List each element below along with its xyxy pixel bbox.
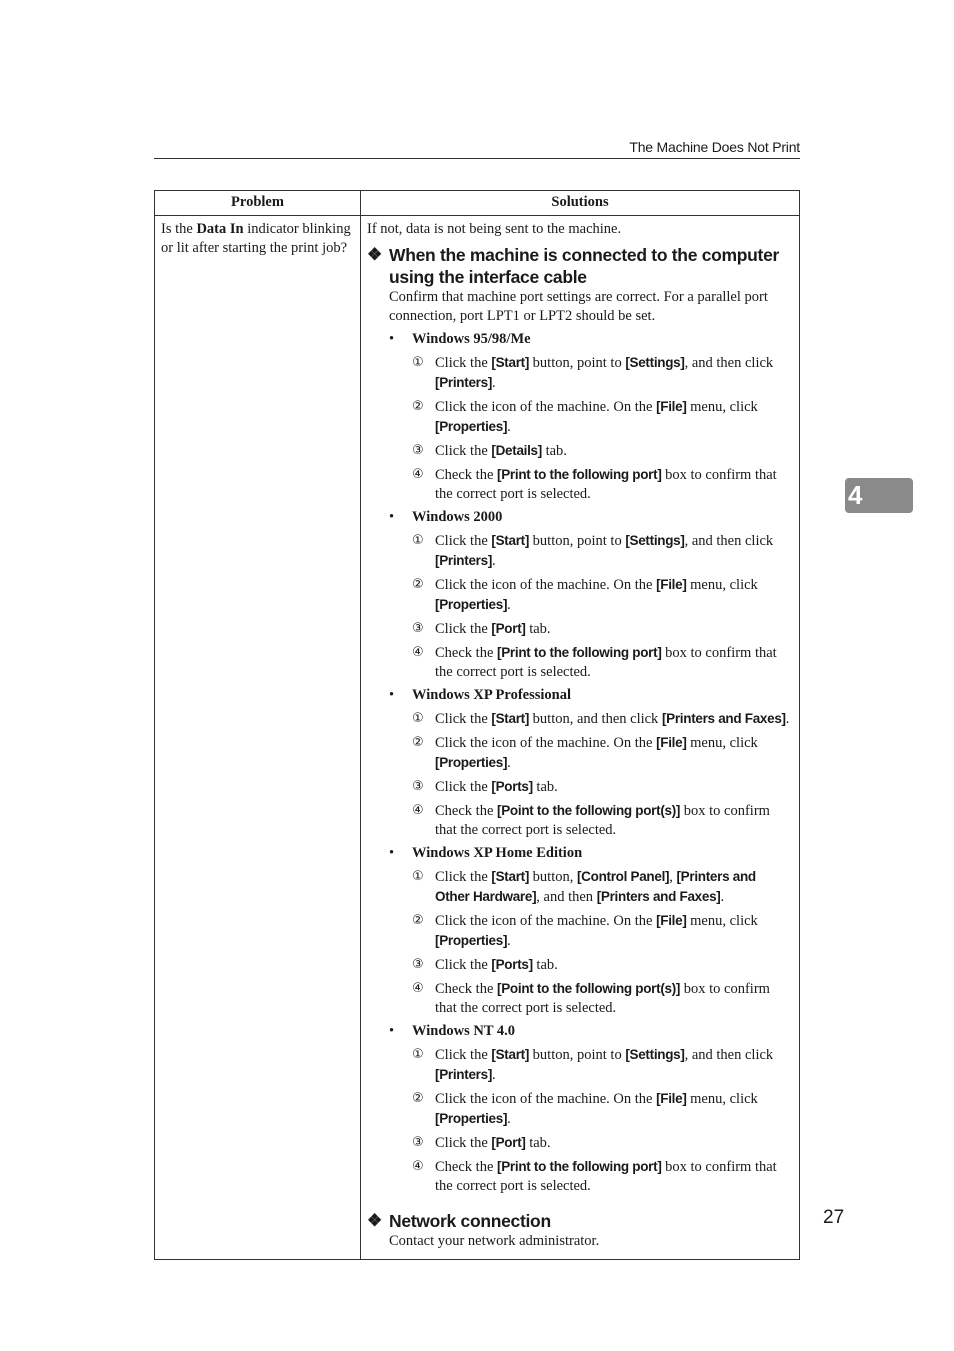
os-heading [389, 844, 793, 863]
step-number: ① [412, 711, 424, 726]
solution-intro: If not, data is not being sent to the machine. [367, 221, 622, 237]
os-name: Windows 2000 [412, 509, 503, 525]
step-text-segment: box to confirm that the correct port is selected. [435, 1159, 777, 1194]
step-text-segment: Check the [435, 803, 498, 819]
step-number: ② [412, 399, 424, 414]
list-item [412, 465, 793, 504]
os-name: Windows NT 4.0 [412, 1023, 516, 1039]
list-item [412, 955, 793, 975]
list-item [412, 1157, 793, 1196]
step-list [412, 709, 793, 840]
step-text-segment: button, [529, 869, 577, 885]
step-text-segment: . [507, 755, 511, 771]
step-number: ② [412, 577, 424, 592]
step-text [435, 733, 793, 773]
step-text [435, 1133, 551, 1153]
step-text-segment: tab. [541, 443, 567, 459]
section-heading-interface-cable [367, 244, 793, 288]
step-text [435, 1157, 793, 1196]
step-text [435, 867, 793, 907]
ui-label: [Printers and Other Hardware] [435, 869, 756, 904]
list-item [412, 353, 793, 393]
step-number: ③ [412, 443, 424, 458]
ui-label: [File] [656, 1091, 687, 1106]
step-text [435, 531, 793, 571]
step-number: ① [412, 355, 424, 370]
section-description: Confirm that machine port settings are correct. For a parallel port connection, port LPT1 or LPT2 should be set. [389, 289, 768, 324]
diamond-icon: ❖ [367, 1211, 382, 1230]
list-item [412, 531, 793, 571]
ui-label: [File] [656, 735, 687, 750]
section-heading-network [367, 1210, 793, 1232]
step-number: ④ [412, 803, 424, 818]
step-list [412, 353, 793, 504]
step-text-segment: Click the [435, 621, 492, 637]
list-item [412, 441, 793, 461]
solution-cell [361, 216, 800, 1260]
bullet-icon: • [389, 687, 395, 703]
step-text [435, 643, 793, 682]
list-item [412, 801, 793, 840]
step-text-segment: button, point to [529, 533, 626, 549]
step-text-segment: tab. [525, 621, 551, 637]
step-text-segment: . [492, 375, 496, 391]
step-text [435, 709, 789, 729]
step-number: ④ [412, 467, 424, 482]
table-row [155, 216, 800, 1260]
ui-label: [Properties] [435, 755, 508, 770]
problem-text-pre: Is the [161, 221, 197, 237]
step-text-segment: Click the icon of the machine. On the [435, 735, 657, 751]
step-text-segment: . [492, 1067, 496, 1083]
os-heading [389, 1022, 793, 1041]
section-title: Network connection [389, 1211, 551, 1231]
ui-label: [Settings] [625, 355, 685, 370]
step-text-segment: button, point to [529, 355, 626, 371]
step-text-segment: Click the [435, 355, 492, 371]
ui-label: [Print to the following port] [497, 1159, 662, 1174]
ui-label: [Printers and Faxes] [596, 889, 721, 904]
ui-label: [Print to the following port] [497, 467, 662, 482]
step-number: ② [412, 1091, 424, 1106]
column-header-solutions: Solutions [361, 191, 800, 216]
step-text-segment: menu, click [686, 1091, 758, 1107]
ui-label: [File] [656, 577, 687, 592]
ui-label: [Properties] [435, 597, 508, 612]
bullet-icon: • [389, 509, 395, 525]
step-text-segment: Click the [435, 957, 492, 973]
list-item [412, 1045, 793, 1085]
ui-label: [Start] [491, 355, 530, 370]
ui-label: [Point to the following port(s)] [497, 803, 681, 818]
ui-label: [Point to the following port(s)] [497, 981, 681, 996]
ui-label: [File] [656, 399, 687, 414]
list-item [412, 643, 793, 682]
section-body-network [389, 1232, 793, 1251]
step-text-segment: . [720, 889, 725, 905]
ui-label: [Printers and Faxes] [661, 711, 786, 726]
step-number: ② [412, 913, 424, 928]
list-item [412, 575, 793, 615]
bullet-icon: • [389, 1023, 395, 1039]
running-header-title: The Machine Does Not Print [629, 139, 800, 155]
section-body-interface-cable [389, 288, 793, 1196]
os-heading [389, 686, 793, 705]
diamond-icon: ❖ [367, 245, 382, 264]
ui-label: [Settings] [625, 533, 685, 548]
step-text-segment: , and then click [684, 533, 774, 549]
step-text-segment: . [507, 1111, 511, 1127]
ui-label: [Printers] [435, 553, 493, 568]
step-text-segment: button, point to [529, 1047, 626, 1063]
ui-label: [Port] [491, 621, 526, 636]
list-item [412, 911, 793, 951]
list-item [412, 867, 793, 907]
step-list [412, 531, 793, 682]
step-text-segment: Click the icon of the machine. On the [435, 1091, 657, 1107]
ui-label: [Start] [491, 533, 530, 548]
step-text-segment: , and then [536, 889, 597, 905]
step-text-segment: tab. [532, 957, 558, 973]
step-text-segment: menu, click [686, 577, 758, 593]
section-title: When the machine is connected to the computer using the interface cable [389, 245, 780, 287]
problem-text-post: indicator blinking or lit after starting the print job? [161, 221, 351, 256]
list-item [412, 1089, 793, 1129]
ui-label: [Start] [491, 1047, 530, 1062]
ui-label: [Print to the following port] [497, 645, 662, 660]
ui-label: [Printers] [435, 1067, 493, 1082]
step-text-segment: Click the [435, 779, 492, 795]
step-text-segment: menu, click [686, 399, 758, 415]
ui-label: [Properties] [435, 419, 508, 434]
os-name: Windows XP Professional [412, 687, 571, 703]
ui-label: [Ports] [491, 779, 533, 794]
step-number: ② [412, 735, 424, 750]
ui-label: [Ports] [491, 957, 533, 972]
troubleshooting-table [154, 190, 800, 1260]
step-text-segment: , and then click [684, 1047, 774, 1063]
header-divider [154, 158, 800, 159]
step-text [435, 619, 551, 639]
step-text-segment: . [492, 553, 496, 569]
step-number: ① [412, 1047, 424, 1062]
step-text [435, 465, 793, 504]
page-number: 27 [823, 1207, 845, 1228]
os-group-list [389, 330, 793, 1196]
step-text [435, 979, 793, 1018]
step-text-segment: box to confirm that the correct port is selected. [435, 981, 770, 1016]
step-text-segment: button, and then click [529, 711, 662, 727]
step-text-segment: tab. [525, 1135, 551, 1151]
step-text-segment: . [507, 419, 511, 435]
column-header-problem: Problem [155, 191, 361, 216]
list-item [412, 1133, 793, 1153]
step-text [435, 397, 793, 437]
list-item [412, 777, 793, 797]
step-number: ③ [412, 621, 424, 636]
step-text-segment: Click the icon of the machine. On the [435, 399, 657, 415]
ui-label: [Properties] [435, 933, 508, 948]
step-text [435, 353, 793, 393]
step-number: ① [412, 533, 424, 548]
list-item [412, 397, 793, 437]
chapter-tab: 4 [845, 478, 913, 513]
step-text [435, 777, 558, 797]
ui-label: [Details] [491, 443, 542, 458]
list-item [412, 733, 793, 773]
step-text-segment: Click the icon of the machine. On the [435, 913, 657, 929]
step-text-segment: box to confirm that the correct port is selected. [435, 803, 770, 838]
step-text-segment: Check the [435, 1159, 498, 1175]
ui-label: [Control Panel] [576, 869, 670, 884]
ui-label: [Start] [491, 869, 530, 884]
ui-label: [Properties] [435, 1111, 508, 1126]
step-number: ③ [412, 957, 424, 972]
ui-label: [Printers] [435, 375, 493, 390]
step-text [435, 575, 793, 615]
step-list [412, 867, 793, 1018]
step-text-segment: Check the [435, 467, 498, 483]
ui-label: [Settings] [625, 1047, 685, 1062]
step-text-segment: menu, click [686, 913, 758, 929]
step-number: ① [412, 869, 424, 884]
step-text-segment: box to confirm that the correct port is selected. [435, 467, 777, 502]
step-text [435, 1089, 793, 1129]
step-number: ④ [412, 1159, 424, 1174]
problem-text-bold: Data In [196, 221, 244, 237]
step-text-segment: , [669, 869, 677, 885]
step-text-segment: . [785, 711, 790, 727]
os-name: Windows 95/98/Me [412, 331, 531, 347]
step-text-segment: Click the icon of the machine. On the [435, 577, 657, 593]
problem-cell [155, 216, 361, 1260]
step-text-segment: , and then click [684, 355, 774, 371]
step-text-segment: Click the [435, 1135, 492, 1151]
bullet-icon: • [389, 845, 395, 861]
step-number: ④ [412, 645, 424, 660]
step-text [435, 441, 567, 461]
step-text-segment: Click the [435, 443, 492, 459]
step-text [435, 911, 793, 951]
os-name: Windows XP Home Edition [412, 845, 583, 861]
step-text [435, 1045, 793, 1085]
step-number: ③ [412, 1135, 424, 1150]
step-text [435, 955, 558, 975]
step-text-segment: Click the [435, 869, 492, 885]
step-text-segment: tab. [532, 779, 558, 795]
step-text-segment: Click the [435, 711, 492, 727]
step-text-segment: box to confirm that the correct port is selected. [435, 645, 777, 680]
step-text-segment: Check the [435, 981, 498, 997]
table-header-row [155, 191, 800, 216]
section-description: Contact your network administrator. [389, 1233, 600, 1249]
list-item [412, 979, 793, 1018]
step-text-segment: Check the [435, 645, 498, 661]
step-text-segment: menu, click [686, 735, 758, 751]
step-number: ③ [412, 779, 424, 794]
list-item [412, 619, 793, 639]
os-heading [389, 508, 793, 527]
step-text-segment: Click the [435, 1047, 492, 1063]
ui-label: [Start] [491, 711, 530, 726]
bullet-icon: • [389, 331, 395, 347]
step-list [412, 1045, 793, 1196]
os-heading [389, 330, 793, 349]
ui-label: [File] [656, 913, 687, 928]
step-text-segment: Click the [435, 533, 492, 549]
ui-label: [Port] [491, 1135, 526, 1150]
spacer [367, 1200, 793, 1210]
step-text-segment: . [507, 933, 511, 949]
step-text [435, 801, 793, 840]
step-number: ④ [412, 981, 424, 996]
list-item [412, 709, 793, 729]
step-text-segment: . [507, 597, 511, 613]
